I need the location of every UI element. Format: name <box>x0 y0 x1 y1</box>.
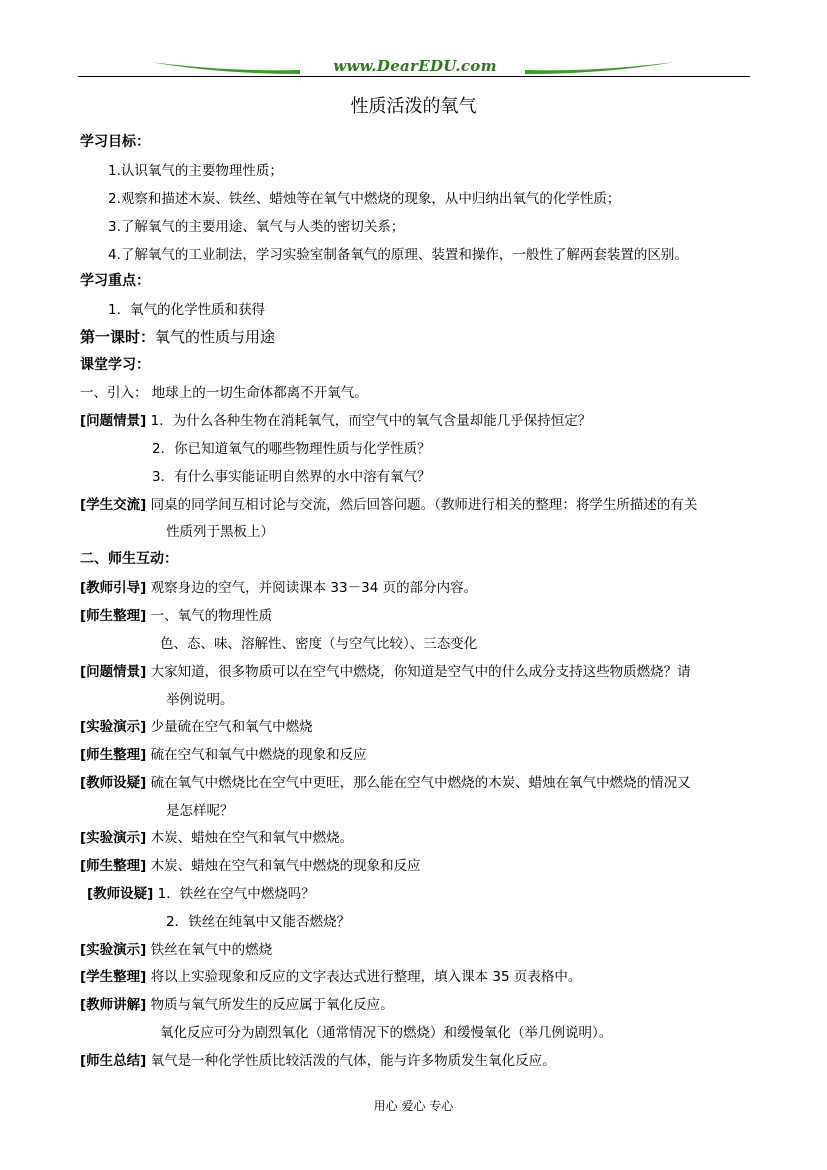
guide-tag: [教师引导] <box>80 580 147 596</box>
guide-text: 观察身边的空气，并阅读课本 33－34 页的部分内容。 <box>150 580 478 596</box>
q1-line-1 <box>80 409 591 429</box>
exchange-line-1 <box>80 493 697 513</box>
focus-item: 1．氧气的化学性质和获得 <box>108 302 266 318</box>
sort2-tag: [师生整理] <box>80 747 147 763</box>
goal-item: 1.认识氧气的主要物理性质； <box>108 163 283 179</box>
page-footer: 用心 爱心 专心 <box>373 1099 454 1113</box>
lecture-line-2: 氧化反应可分为剧烈氧化（通常情况下的燃烧）和缓慢氧化（举几例说明）。 <box>160 1025 613 1041</box>
q2-tag: [问题情景] <box>80 664 147 680</box>
lesson-label: 第一课时： <box>80 328 156 346</box>
demo3-tag: [实验演示] <box>80 942 147 958</box>
doubt1-line-2: 是怎样呢？ <box>166 803 234 819</box>
exchange-text: 同桌的同学间互相讨论与交流，然后回答问题。（教师进行相关的整理：将学生所描述的有关 <box>150 497 698 513</box>
sort3-tag: [师生整理] <box>80 858 147 874</box>
focus-heading: 学习重点： <box>80 273 150 289</box>
header-rule <box>78 76 750 77</box>
goals-heading: 学习目标： <box>80 134 150 150</box>
exchange-tag: [学生交流] <box>80 497 147 513</box>
summary-tag: [师生总结] <box>80 1053 147 1069</box>
demo2-line <box>80 826 353 846</box>
q1-line-2: 2．你已知道氧气的哪些物理性质与化学性质？ <box>152 441 431 457</box>
demo2-tag: [实验演示] <box>80 830 147 846</box>
lesson-topic: 氧气的性质与用途 <box>155 328 276 346</box>
intro-label: 一、引入： <box>80 385 148 401</box>
q2-text: 大家知道，很多物质可以在空气中燃烧，你知道是空气中的什么成分支持这些物质燃烧？请 <box>150 664 691 680</box>
sort1-tag: [师生整理] <box>80 608 147 624</box>
q2-line-1 <box>80 660 691 680</box>
lecture-line-1 <box>80 993 394 1013</box>
doubt1-text: 硫在氧气中燃烧比在空气中更旺，那么能在空气中燃烧的木炭、蜡烛在氧气中燃烧的情况又 <box>150 775 691 791</box>
lecture-text: 物质与氧气所发生的反应属于氧化反应。 <box>150 997 394 1013</box>
sort3-line <box>80 854 421 874</box>
demo3-line <box>80 938 272 958</box>
sort2-text: 硫在空气和氧气中燃烧的现象和反应 <box>150 747 367 763</box>
student-sort-text: 将以上实验现象和反应的文字表达式进行整理，填入课本 35 页表格中。 <box>150 969 582 985</box>
summary-text: 氧气是一种化学性质比较活泼的气体，能与许多物质发生氧化反应。 <box>150 1053 556 1069</box>
doubt1-line-1 <box>80 771 691 791</box>
student-sort-tag: [学生整理] <box>80 969 147 985</box>
q1-tag: [问题情景] <box>80 413 147 429</box>
site-logo[interactable]: www.DearEDU.com <box>333 57 497 75</box>
intro-line <box>80 381 368 401</box>
interact-heading: 二、师生互动： <box>80 551 178 567</box>
goal-item: 2.观察和描述木炭、铁丝、蜡烛等在氧气中燃烧的现象，从中归纳出氧气的化学性质； <box>108 191 621 207</box>
sort1-text: 一、氧气的物理性质 <box>150 608 273 624</box>
demo1-tag: [实验演示] <box>80 719 147 735</box>
demo1-text: 少量硫在空气和氧气中燃烧 <box>150 719 313 735</box>
demo3-text: 铁丝在氧气中的燃烧 <box>150 942 273 958</box>
q2-line-2: 举例说明。 <box>166 692 234 708</box>
sort3-text: 木炭、蜡烛在空气和氧气中燃烧的现象和反应 <box>150 858 421 874</box>
q1-text: 1．为什么各种生物在消耗氧气，而空气中的氧气含量却能几乎保持恒定？ <box>150 413 592 429</box>
lesson-heading <box>80 326 275 347</box>
summary-line <box>80 1049 556 1069</box>
student-sort-line <box>80 965 581 985</box>
exchange-line-2: 性质列于黑板上） <box>166 524 274 540</box>
doubt2-tag: [教师设疑] <box>87 886 154 902</box>
q1-line-3: 3．有什么事实能证明自然界的水中溶有氧气？ <box>152 469 431 485</box>
demo2-text: 木炭、蜡烛在空气和氧气中燃烧。 <box>150 830 354 846</box>
page-title: 性质活泼的氧气 <box>350 96 477 117</box>
lecture-tag: [教师讲解] <box>80 997 147 1013</box>
class-study-heading: 课堂学习： <box>80 357 150 373</box>
doubt2-line-1 <box>87 882 315 902</box>
sort1-line-2: 色、态、味、溶解性、密度（与空气比较）、三态变化 <box>160 636 478 652</box>
guide-line <box>80 576 477 596</box>
sort1-line-1 <box>80 604 272 624</box>
doubt1-tag: [教师设疑] <box>80 775 147 791</box>
goal-item: 3.了解氧气的主要用途、氧气与人类的密切关系； <box>108 219 405 235</box>
sort2-line <box>80 743 367 763</box>
intro-text: 地球上的一切生命体都离不开氧气。 <box>151 385 368 401</box>
demo1-line <box>80 715 313 735</box>
doubt2-line-2: 2．铁丝在纯氧中又能否燃烧？ <box>166 914 351 930</box>
goal-item: 4.了解氧气的工业制法，学习实验室制备氧气的原理、装置和操作，一般性了解两套装置的区别。 <box>108 247 688 263</box>
doubt2-text: 1．铁丝在空气中燃烧吗？ <box>157 886 315 902</box>
